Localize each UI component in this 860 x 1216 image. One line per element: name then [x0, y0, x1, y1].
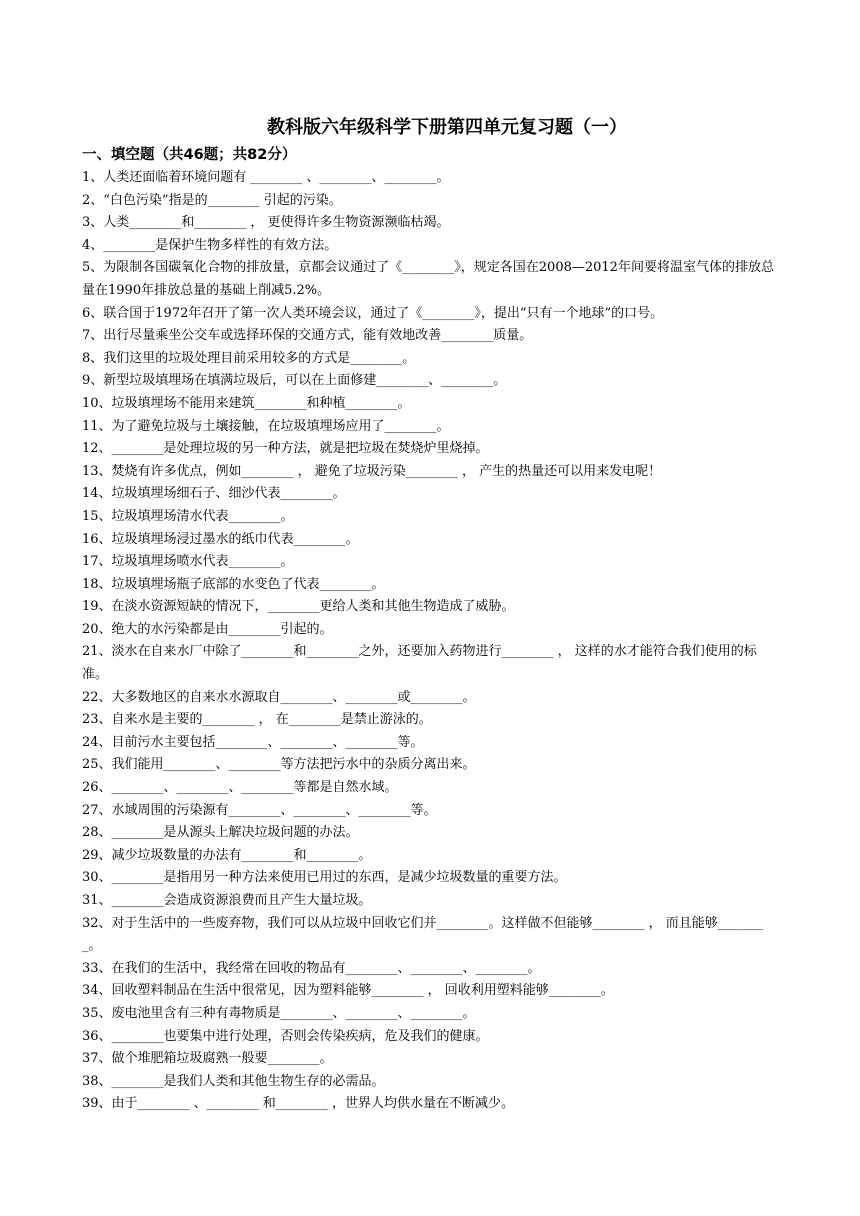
question-item: 16、垃圾填埋场浸过墨水的纸巾代表________。	[82, 531, 359, 547]
question-item: 31、________会造成资源浪费而且产生大量垃圾。	[82, 893, 372, 908]
question-item: 38、________是我们人类和其他生物生存的必需品。	[82, 1073, 385, 1089]
document-title: 教科版六年级科学下册第四单元复习题（一）	[267, 117, 627, 138]
question-item: 32、对于生活中的一些废弃物，我们可以从垃圾中回收它们并________。这样做不但能够________ ， 而且能够________。	[82, 915, 764, 954]
document-page	[82, 113, 782, 1116]
question-item: 9、新型垃圾填埋场在填满垃圾后，可以在上面修建________、________。	[82, 373, 507, 389]
question-item: 30、________是指用另一种方法来使用已用过的东西，是减少垃圾数量的重要方法。	[82, 870, 567, 886]
question-item: 3、人类________和________ ， 更使得许多生物资源濒临枯竭。	[82, 215, 450, 231]
question-list	[82, 167, 782, 1116]
question-item: 33、在我们的生活中，我经常在回收的物品有________、________、________。	[82, 960, 541, 976]
question-item: 12、________是处理垃圾的另一种方法，就是把垃圾在焚烧炉里烧掉。	[82, 441, 489, 457]
question-item: 1、人类还面临着环境问题有 ________ 、________、________。	[82, 170, 450, 185]
question-item: 23、自来水是主要的________ ， 在________是禁止游泳的。	[82, 712, 432, 728]
question-item: 28、________是从源头上解决垃圾问题的办法。	[82, 825, 359, 841]
question-item: 24、目前污水主要包括________、________、________等。	[82, 734, 424, 750]
question-item: 20、绝大的水污染都是由________引起的。	[82, 621, 333, 637]
question-item: 18、垃圾填埋场瓶子底部的水变色了代表________。	[82, 576, 385, 592]
question-item: 10、垃圾填埋场不能用来建筑________和种植________。	[82, 395, 411, 411]
question-item: 2、“白色污染”指是的________ 引起的污染。	[82, 192, 342, 208]
question-item: 35、废电池里含有三种有毒物质是________、________、________。	[82, 1005, 476, 1021]
question-item: 25、我们能用________、________等方法把污水中的杂质分离出来。	[82, 757, 476, 773]
question-item: 5、为限制各国碳氧化合物的排放量，京都会议通过了《________》，规定各国在2008—2012年间要将温室气体的排放总量在1990年排放总量的基础上削减5.2%。	[82, 260, 774, 298]
question-item: 4、________是保护生物多样性的有效方法。	[82, 237, 338, 253]
question-item: 19、在淡水资源短缺的情况下，________更给人类和其他生物造成了威胁。	[82, 599, 515, 615]
question-item: 11、为了避免垃圾与土壤接触，在垃圾填埋场应用了________。	[82, 418, 450, 434]
question-item: 39、由于________ 、________ 和________ ，世界人均供水量在不断减少。	[82, 1096, 514, 1112]
question-item: 14、垃圾填埋场细石子、细沙代表________。	[82, 486, 346, 502]
question-item: 21、淡水在自来水厂中除了________和________之外，还要加入药物进行________ ， 这样的水才能符合我们使用的标准。	[82, 644, 757, 683]
question-item: 7、出行尽量乘坐公交车或选择环保的交通方式，能有效地改善________质量。	[82, 328, 533, 344]
question-item: 8、我们这里的垃圾处理目前采用较多的方式是________。	[82, 350, 416, 366]
question-item: 36、________也要集中进行处理，否则会传染疾病，危及我们的健康。	[82, 1028, 489, 1044]
question-item: 13、焚烧有许多优点，例如________ ， 避免了垃圾污染________ ， 产生的热量还可以用来发电呢！	[82, 463, 662, 479]
question-item: 29、减少垃圾数量的办法有________和________。	[82, 847, 372, 863]
question-item: 17、垃圾填埋场喷水代表________。	[82, 554, 294, 570]
question-item: 37、做个堆肥箱垃圾腐熟一般要________。	[82, 1051, 333, 1067]
question-item: 34、回收塑料制品在生活中很常见，因为塑料能够________ ， 回收利用塑料能够________。	[82, 983, 614, 999]
question-item: 22、大多数地区的自来水水源取自________、________或________。	[82, 689, 476, 705]
question-item: 27、水域周围的污染源有________、________、________等。	[82, 802, 437, 818]
question-item: 6、联合国于1972年召开了第一次人类环境会议，通过了《________》，提出“只有一个地球”的口号。	[82, 305, 664, 321]
question-item: 26、________、________、________等都是自然水域。	[82, 780, 398, 796]
question-item: 15、垃圾填埋场清水代表________。	[82, 508, 294, 524]
section-heading: 一、填空题（共46题；共82分）	[82, 147, 297, 163]
